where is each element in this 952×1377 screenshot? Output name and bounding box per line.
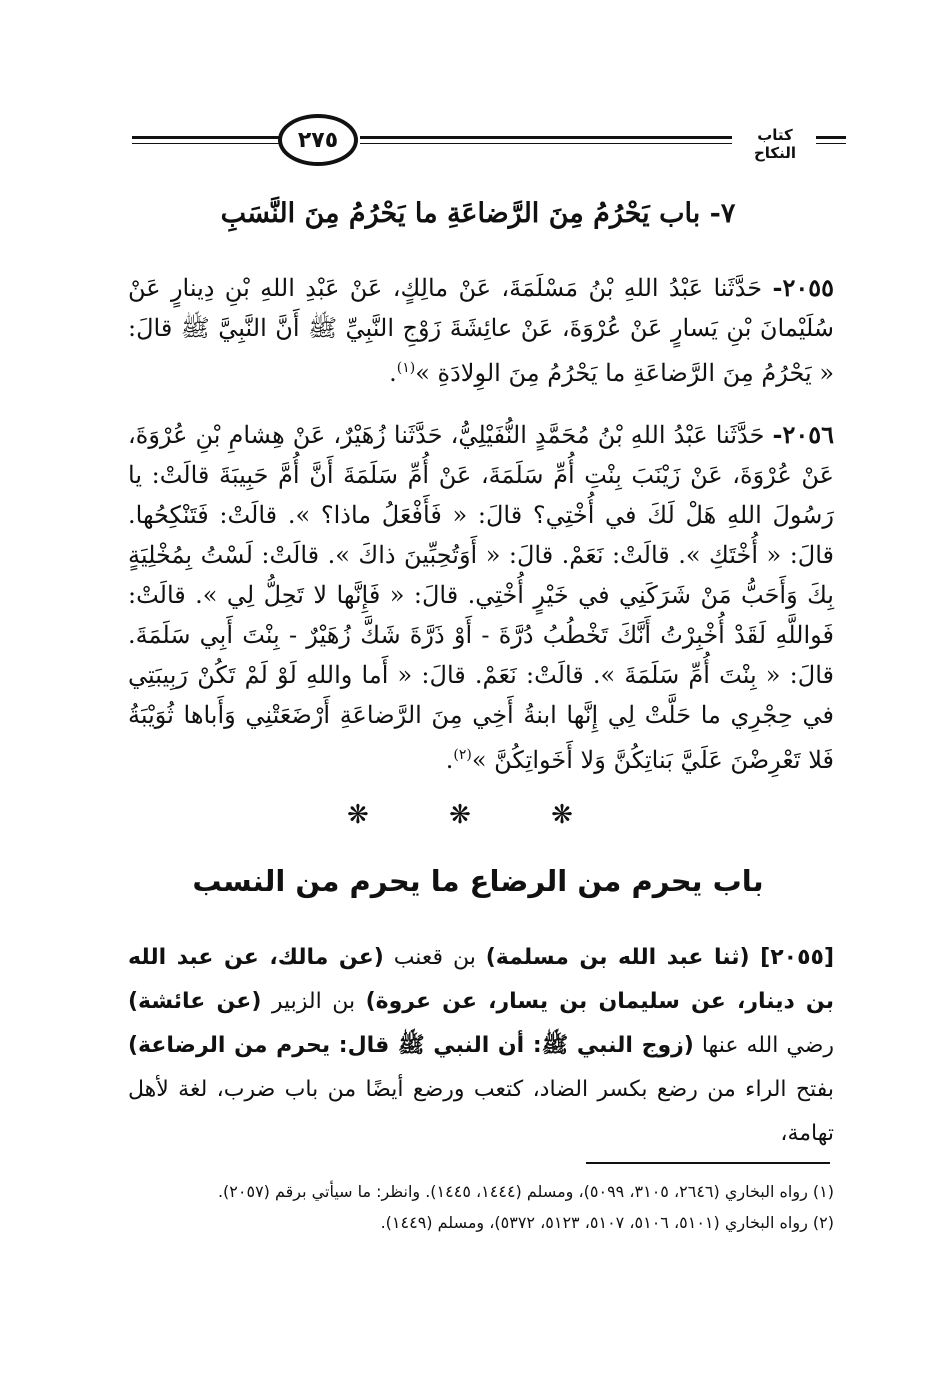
hadith-text: حَدَّثَنا عَبْدُ اللهِ بْنُ مُحَمَّدٍ النُّفَيْلِيُّ، حَدَّثَنا زُهَيْرٌ، عَنْ هِشامِ بْنِ عُرْوَةَ، عَنْ عُرْوَةَ، عَنْ زَيْنَبَ بِنْتِ أُمِّ سَلَمَةَ، عَنْ أُمِّ سَلَمَةَ أَنَّ أُمَّ حَبِيبَةَ قالَتْ: يا رَسُولَ اللهِ هَلْ لَكَ في أُخْتِي؟ قالَ: « فَأَفْعَلُ ماذا؟ ». قالَتْ: فَتَنْكِحُها. قالَ: « أُخْتَكِ ». قالَتْ: نَعَمْ. قالَ: « أَوَتُحِبِّينَ ذاكَ ». قالَتْ: لَسْتُ بِمُخْلِيَةٍ بِكَ وَأَحَبُّ مَنْ شَرَكَنِي في خَيْرٍ أُخْتِي. قالَ: « فَإِنَّها لا تَحِلُّ لِي ». قالَتْ: فَواللَّهِ لَقَدْ أُخْبِرْتُ أَنَّكَ تَخْطُبُ دُرَّةَ - أَوْ ذَرَّةَ شَكَّ زُهَيْرٌ - بِنْتَ أَبِي سَلَمَةَ. قالَ: « بِنْتَ أُمِّ سَلَمَةَ ». قالَتْ: نَعَمْ. قالَ: « أَما واللهِ لَوْ لَمْ تَكُنْ رَبِيبَتِي في حِجْرِي ما حَلَّتْ لِي إِنَّها ابنةُ أَخِي مِنَ الرَّضاعَةِ أَرْضَعَتْنِي وَأَباها ثُوَيْبَةُ فَلا تَعْرِضْنَ عَلَيَّ بَناتِكُنَّ وَلا أَخَواتِكُنَّ » <box>128 421 834 774</box>
page-number: ٢٧٥ <box>278 114 358 166</box>
section-separator: ❋ ❋ ❋ <box>347 800 609 830</box>
footnotes <box>128 1176 834 1238</box>
footnote-text: رواه البخاري (٢٦٤٦، ٣١٠٥، ٥٠٩٩)، ومسلم (١٤٤٤، ١٤٤٥). وانظر: ما سيأتي برقم (٢٠٥٧). <box>217 1182 813 1201</box>
footnote-number: (١) <box>812 1182 834 1201</box>
chapter-title: ٧- باب يَحْرُمُ مِنَ الرَّضاعَةِ ما يَحْرُمُ مِنَ النَّسَبِ <box>220 198 736 229</box>
hadith-number: ٢٠٥٥- <box>772 273 834 302</box>
commentary-gloss: بفتح الراء من رضع بكسر الضاد، كتعب ورضع أيضًا من باب ضرب، لغة لأهل تهامة، <box>128 1077 834 1146</box>
commentary-gloss: بن قعنب <box>383 945 486 970</box>
footnote-item <box>128 1176 834 1207</box>
commentary-ref: [٢٠٥٥] <box>760 945 834 970</box>
header-rule <box>132 143 282 144</box>
header-rule <box>816 143 846 144</box>
commentary-quote: (زوج النبي ﷺ: أن النبي ﷺ قال: يحرم من الرضاعة) <box>128 1033 694 1058</box>
commentary-gloss: رضي الله عنها <box>693 1033 834 1058</box>
commentary-gloss: بن الزبير <box>261 989 366 1014</box>
header-rule <box>360 136 732 139</box>
header-rule <box>816 136 846 139</box>
running-title: كتاب النكاح <box>753 126 797 162</box>
commentary-quote: (عن مالك، عن عبد الله بن دينار، عن سليمان بن يسار، عن عروة) <box>128 945 834 1014</box>
commentary-quote: (عن عائشة) <box>128 989 262 1014</box>
footnote-text: رواه البخاري (٥١٠١، ٥١٠٦، ٥١٠٧، ٥١٢٣، ٥٣٧٢)، ومسلم (١٤٤٩). <box>380 1213 813 1232</box>
commentary-text <box>128 936 834 1156</box>
footnote-rule <box>586 1162 830 1164</box>
hadith-end: . <box>389 359 397 387</box>
footnote-item <box>128 1207 834 1238</box>
hadith-number: ٢٠٥٦- <box>772 420 834 449</box>
footnote-ref: (٢) <box>453 747 472 763</box>
hadith-2055 <box>128 268 834 393</box>
page-header <box>128 112 828 168</box>
header-rule <box>132 136 282 139</box>
commentary-title: باب يحرم من الرضاع ما يحرم من النسب <box>192 864 764 898</box>
hadith-end: . <box>445 746 454 774</box>
footnote-ref: (١) <box>396 360 416 376</box>
commentary-quote: (ثنا عبد الله بن مسلمة) <box>485 945 761 970</box>
hadith-text: حَدَّثَنا عَبْدُ اللهِ بْنُ مَسْلَمَةَ، عَنْ مالِكٍ، عَنْ عَبْدِ اللهِ بْنِ دِينارٍ عَنْ سُلَيْمانَ بْنِ يَسارٍ عَنْ عُرْوَةَ، عَنْ عائِشَةَ زَوْجِ النَّبِيِّ ﷺ أَنَّ النَّبِيَّ ﷺ قالَ: « يَحْرُمُ مِنَ الرَّضاعَةِ ما يَحْرُمُ مِنَ الوِلادَةِ » <box>128 274 834 387</box>
footnote-number: (٢) <box>812 1213 834 1232</box>
header-rule <box>360 143 732 144</box>
hadith-2056 <box>128 415 834 780</box>
